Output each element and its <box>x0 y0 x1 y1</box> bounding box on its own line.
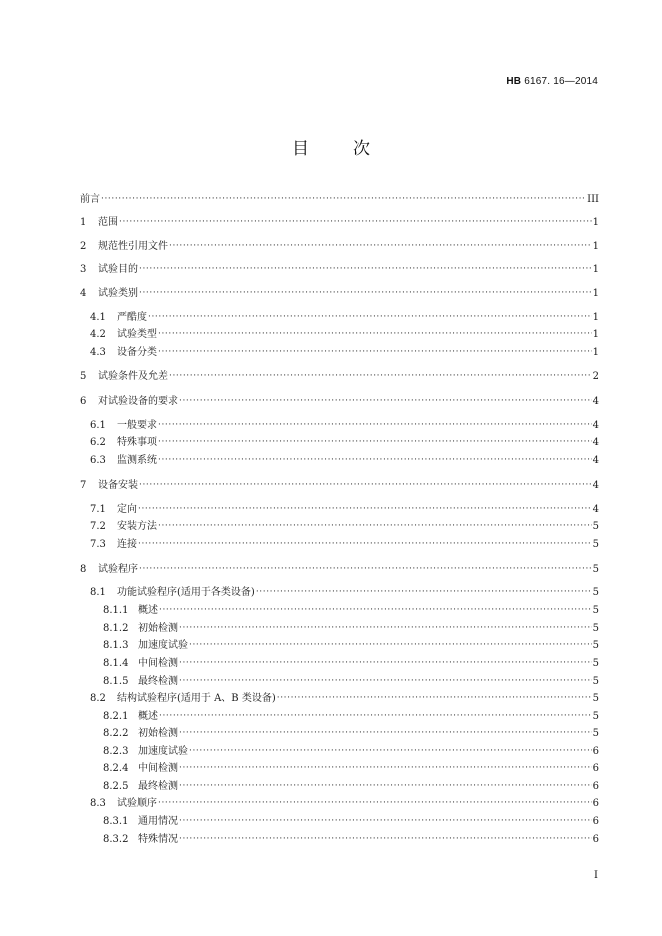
toc-entry-label: 初始检测 <box>138 623 178 634</box>
toc-entry-page: 5 <box>592 605 599 616</box>
toc-entry-page: 5 <box>592 587 599 598</box>
toc-entry-number: 6.3 <box>90 455 106 466</box>
toc-dot-leader <box>139 478 592 492</box>
toc-entry-label: 特殊事项 <box>117 437 157 448</box>
toc-entry[interactable] <box>80 240 599 254</box>
toc-entry-number: 8.2 <box>90 693 106 704</box>
toc-entry-number: 8.2.1 <box>103 711 129 722</box>
toc-title: 目次 <box>292 139 414 159</box>
toc-entry-label: 试验程序 <box>98 564 138 575</box>
toc-entry-page: 2 <box>592 371 599 382</box>
toc-entry-label: 初始检测 <box>138 728 178 739</box>
toc-entry-label: 结构试验程序(适用于 A、B 类设备) <box>117 693 276 704</box>
toc-entry-number: 8.3.1 <box>103 816 129 827</box>
toc-entry-label: 加速度试验 <box>138 746 188 757</box>
toc-entry-page: 1 <box>592 312 599 323</box>
toc-entry-label: 监测系统 <box>117 455 157 466</box>
toc-entry[interactable] <box>103 604 599 618</box>
toc-entry-number: 8.2.4 <box>103 763 129 774</box>
toc-dot-leader <box>139 262 592 276</box>
toc-entry[interactable] <box>103 675 599 689</box>
toc-entry-label: 前言 <box>80 194 100 205</box>
toc-entry-page: 5 <box>592 564 599 575</box>
toc-entry[interactable] <box>103 639 599 653</box>
toc-entry[interactable] <box>103 780 599 794</box>
toc-dot-leader <box>179 394 592 408</box>
toc-entry-number: 8.1.3 <box>103 640 129 651</box>
toc-entry-number: 6.2 <box>90 437 106 448</box>
toc-dot-leader <box>158 519 592 533</box>
toc-entry-page: 1 <box>592 347 599 358</box>
toc-entry-page: 5 <box>592 521 599 532</box>
toc-entry-page: 4 <box>592 396 599 407</box>
toc-entry-label: 一般要求 <box>117 420 157 431</box>
toc-entry-number: 4.2 <box>90 329 106 340</box>
toc-entry-page: 5 <box>592 711 599 722</box>
toc-dot-leader <box>119 215 592 229</box>
toc-entry-page: III <box>587 194 599 205</box>
toc-entry-label: 功能试验程序(适用于各类设备) <box>117 587 255 598</box>
toc-entry[interactable] <box>90 520 599 534</box>
toc-entry-number: 6.1 <box>90 420 106 431</box>
toc-dot-leader <box>158 418 592 432</box>
toc-entry-page: 6 <box>592 763 599 774</box>
toc-dot-leader <box>169 369 592 383</box>
toc-entry-page: 6 <box>592 781 599 792</box>
toc-entry-number: 8.1.4 <box>103 658 129 669</box>
toc-dot-leader <box>189 744 592 758</box>
toc-entry[interactable] <box>80 370 599 384</box>
toc-entry-label: 对试验设备的要求 <box>98 396 178 407</box>
toc-entry-label: 最终检测 <box>138 676 178 687</box>
toc-entry-label: 特殊情况 <box>138 834 178 845</box>
toc-dot-leader <box>138 537 592 551</box>
toc-dot-leader <box>169 239 592 253</box>
toc-entry-number: 7 <box>80 480 87 491</box>
toc-dot-leader <box>158 453 592 467</box>
toc-entry-page: 5 <box>592 623 599 634</box>
toc-entry-page: 1 <box>592 329 599 340</box>
toc-entry-page: 1 <box>592 241 599 252</box>
toc-entry[interactable] <box>90 328 599 342</box>
toc-entry[interactable] <box>80 193 599 207</box>
toc-entry-number: 7.2 <box>90 521 106 532</box>
toc-entry[interactable] <box>80 563 599 577</box>
toc-entry-number: 7.3 <box>90 539 106 550</box>
toc-entry[interactable] <box>90 419 599 433</box>
toc-entry[interactable] <box>80 479 599 493</box>
toc-entry[interactable] <box>90 503 599 517</box>
toc-dot-leader <box>179 832 592 846</box>
toc-entry-label: 设备分类 <box>117 347 157 358</box>
toc-entry-label: 试验类型 <box>117 329 157 340</box>
toc-entry[interactable] <box>103 710 599 724</box>
toc-entry-label: 安装方法 <box>117 521 157 532</box>
toc-dot-leader <box>148 310 592 324</box>
toc-entry-number: 4 <box>80 288 87 299</box>
toc-entry-label: 范围 <box>98 217 118 228</box>
toc-entry-page: 6 <box>592 798 599 809</box>
toc-dot-leader <box>158 796 592 810</box>
toc-entry[interactable] <box>90 311 599 325</box>
toc-entry-label: 中间检测 <box>138 763 178 774</box>
document-code-prefix: HB <box>506 76 522 87</box>
toc-entry[interactable] <box>80 395 599 409</box>
toc-entry-number: 8.1.1 <box>103 605 129 616</box>
toc-entry-number: 5 <box>80 371 87 382</box>
toc-dot-leader <box>158 435 592 449</box>
toc-entry-page: 4 <box>592 437 599 448</box>
toc-entry-number: 8 <box>80 564 87 575</box>
toc-entry-page: 4 <box>592 504 599 515</box>
toc-dot-leader <box>179 761 592 775</box>
toc-entry-label: 试验目的 <box>98 264 138 275</box>
toc-entry-page: 1 <box>592 217 599 228</box>
toc-entry-page: 5 <box>592 676 599 687</box>
toc-dot-leader <box>256 585 592 599</box>
toc-entry-number: 7.1 <box>90 504 106 515</box>
toc-dot-leader <box>179 726 592 740</box>
toc-entry[interactable] <box>90 797 599 811</box>
toc-dot-leader <box>179 674 592 688</box>
toc-entry-number: 8.1.5 <box>103 676 129 687</box>
toc-entry-label: 概述 <box>138 605 158 616</box>
toc-dot-leader <box>179 814 592 828</box>
toc-entry[interactable] <box>103 762 599 776</box>
toc-dot-leader <box>277 691 592 705</box>
toc-dot-leader <box>138 502 592 516</box>
toc-dot-leader <box>158 327 592 341</box>
toc-entry[interactable] <box>90 692 599 706</box>
toc-entry-number: 1 <box>80 217 87 228</box>
toc-entry-number: 8.3.2 <box>103 834 129 845</box>
toc-dot-leader <box>179 779 592 793</box>
toc-entry-number: 4.1 <box>90 312 106 323</box>
toc-entry-number: 8.3 <box>90 798 106 809</box>
toc-entry[interactable] <box>80 216 599 230</box>
toc-entry[interactable] <box>90 436 599 450</box>
toc-dot-leader <box>101 192 586 206</box>
toc-entry-number: 8.2.5 <box>103 781 129 792</box>
toc-dot-leader <box>158 345 592 359</box>
toc-entry[interactable] <box>103 727 599 741</box>
toc-dot-leader <box>159 709 592 723</box>
toc-entry-page: 6 <box>592 746 599 757</box>
toc-entry[interactable] <box>90 454 599 468</box>
toc-dot-leader <box>179 656 592 670</box>
toc-entry-label: 连接 <box>117 539 137 550</box>
toc-entry-label: 试验条件及允差 <box>98 371 168 382</box>
toc-entry-number: 8.1 <box>90 587 106 598</box>
toc-entry[interactable] <box>80 263 599 277</box>
toc-entry[interactable] <box>103 622 599 636</box>
toc-entry[interactable] <box>90 538 599 552</box>
toc-entry-label: 加速度试验 <box>138 640 188 651</box>
toc-entry-page: 5 <box>592 640 599 651</box>
toc-entry-label: 定向 <box>117 504 137 515</box>
toc-dot-leader <box>159 603 592 617</box>
toc-entry-page: 5 <box>592 693 599 704</box>
toc-entry-page: 4 <box>592 420 599 431</box>
toc-entry-page: 5 <box>592 658 599 669</box>
toc-entry-label: 试验顺序 <box>117 798 157 809</box>
toc-entry-label: 概述 <box>138 711 158 722</box>
toc-entry-number: 3 <box>80 264 87 275</box>
toc-entry-label: 严酷度 <box>117 312 147 323</box>
toc-entry-page: 5 <box>592 539 599 550</box>
toc-entry-page: 1 <box>592 264 599 275</box>
toc-entry[interactable] <box>103 833 599 847</box>
toc-entry-number: 8.2.2 <box>103 728 129 739</box>
toc-entry-page: 4 <box>592 480 599 491</box>
toc-entry-number: 2 <box>80 241 87 252</box>
toc-dot-leader <box>189 638 592 652</box>
toc-dot-leader <box>179 621 592 635</box>
toc-entry-page: 5 <box>592 728 599 739</box>
toc-entry-label: 最终检测 <box>138 781 178 792</box>
toc-entry[interactable] <box>103 657 599 671</box>
toc-entry-label: 中间检测 <box>138 658 178 669</box>
toc-entry[interactable] <box>90 586 599 600</box>
toc-entry-label: 规范性引用文件 <box>98 241 168 252</box>
toc-entry[interactable] <box>103 815 599 829</box>
toc-entry-number: 8.1.2 <box>103 623 129 634</box>
toc-entry-page: 1 <box>592 288 599 299</box>
toc-entry-label: 通用情况 <box>138 816 178 827</box>
toc-entry-label: 设备安装 <box>98 480 138 491</box>
toc-entry-number: 6 <box>80 396 87 407</box>
toc-dot-leader <box>139 562 592 576</box>
toc-entry-page: 6 <box>592 816 599 827</box>
toc-entry-page: 4 <box>592 455 599 466</box>
toc-dot-leader <box>139 286 592 300</box>
toc-entry-label: 试验类别 <box>98 288 138 299</box>
toc-entry-number: 4.3 <box>90 347 106 358</box>
toc-entry[interactable] <box>80 287 599 301</box>
document-code-number: 6167. 16—2014 <box>521 76 598 87</box>
toc-entry-page: 6 <box>592 834 599 845</box>
toc-entry-number: 8.2.3 <box>103 746 129 757</box>
page-number: I <box>594 870 598 881</box>
toc-entry[interactable] <box>103 745 599 759</box>
toc-entry[interactable] <box>90 346 599 360</box>
